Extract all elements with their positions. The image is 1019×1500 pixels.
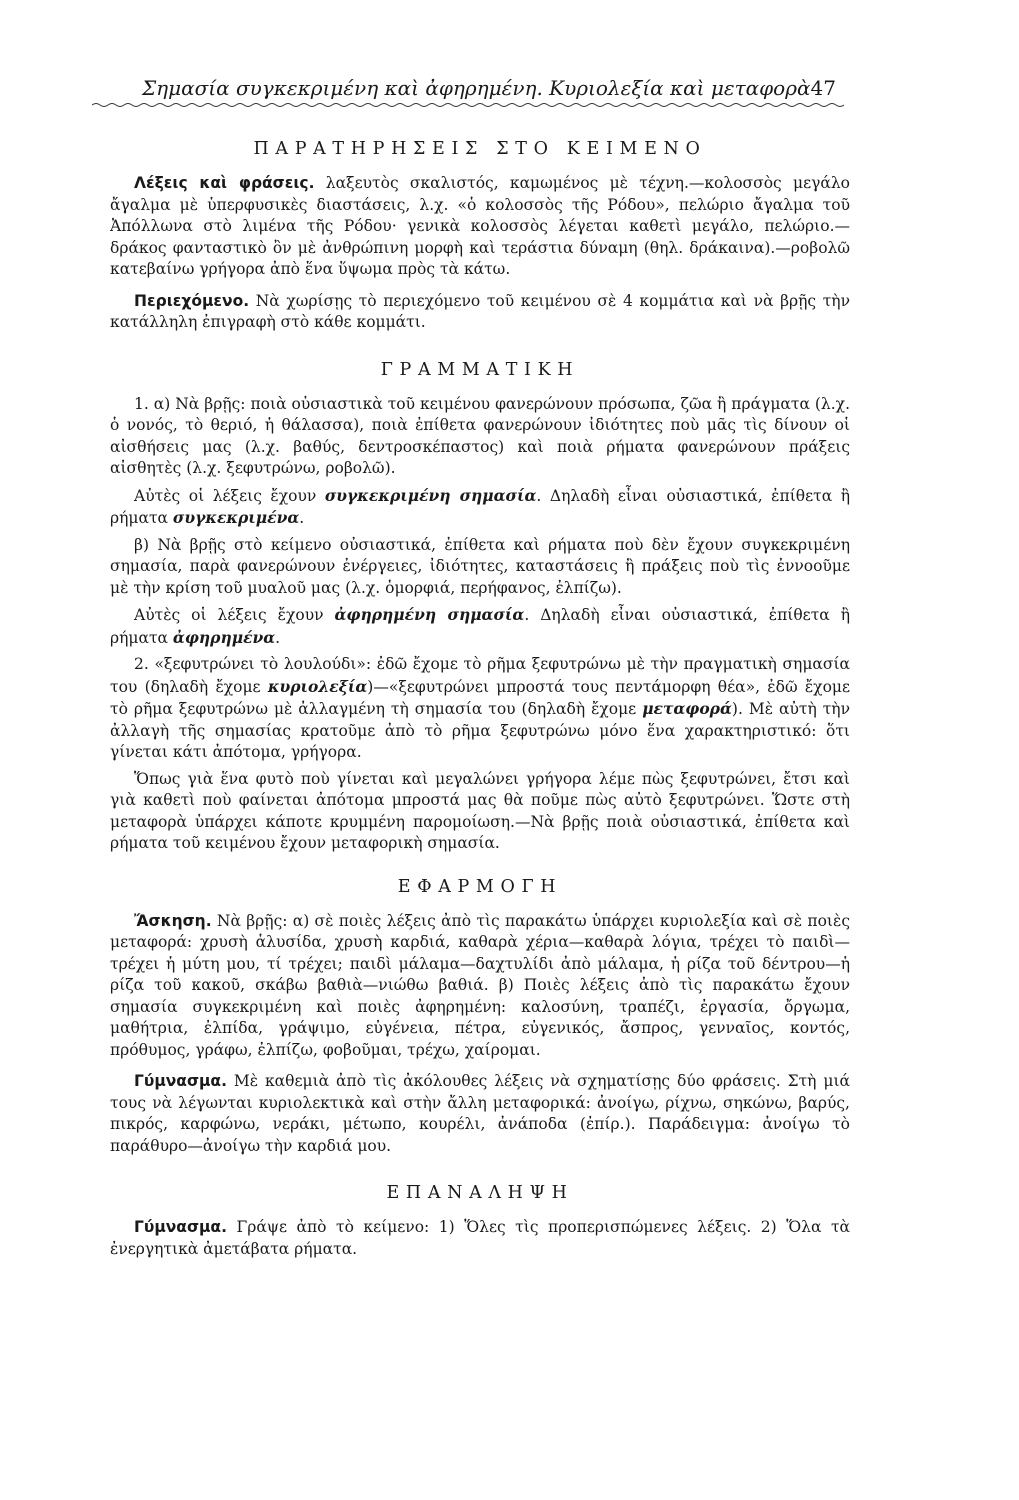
label-content: Περιεχόμενο. — [134, 291, 250, 310]
paragraph-drill: Γύμνασμα. Μὲ καθεμιὰ ἀπὸ τὶς ἀκόλουθες λέξεις νὰ σχηματίσῃς δύο φράσεις. Στὴ μιά τους νὰ λέγωνται κυριολεκτικὰ καὶ στὴν ἄλλη μεταφορικά: ἀνοίγω, ρίχνω, σηκώνω, βαρύς, πικρός, καρφώνω, νεράκι, μέτωπο, κουρέλι, ἀνάποδα (ἐπίρ.). Παράδειγμα: ἀνοίγω τὸ παράθυρο—ἀνοίγω τὴν καρδιά μου. — [110, 1072, 850, 1155]
section-heading-application: ΕΦΑΡΜΟΓΗ — [397, 876, 563, 897]
paragraph-grammar-1b: β) Νὰ βρῇς στὸ κείμενο οὐσιαστικά, ἐπίθετα καὶ ρήματα ποὺ δὲν ἔχουν συγκεκριμένη σημασία, παρὰ φανερώνουν ἐνέργειες, ἰδιότητες, καταστάσεις ἢ πράξεις ποὺ τὶς ἐννοοῦμε μὲ τὴν κρίση τοῦ μυαλοῦ μας (λ.χ. ὁμορφιά, περήφανος, ἐλπίζω). — [110, 535, 850, 597]
label-exercise: Ἄσκηση. — [134, 911, 212, 930]
label-drill: Γύμνασμα. — [134, 1072, 227, 1090]
paragraph-concrete-meaning: Αὐτὲς οἱ λέξεις ἔχουν συγκεκριμένη σημασία. Δηλαδὴ εἶναι οὐσιαστικά, ἐπίθετα ἢ ρήματα συγκεκριμένα. — [110, 485, 851, 527]
term-concrete-meaning: συγκεκριμένη σημασία — [324, 485, 537, 505]
paragraph-grammar-2-cont: Ὅπως γιὰ ἕνα φυτὸ ποὺ γίνεται καὶ μεγαλώνει γρήγορα λέμε πὼς ξεφυτρώνει, ἔτσι καὶ γιὰ καθετὶ ποὺ φαίνεται ἀπότομα μπροστά μας θὰ ποῦμε πὼς αὐτὸ ξεφυτρώνει. Ὥστε στὴ μεταφορὰ ὑπάρχει κάποτε κρυμμένη παρομοίωση.—Νὰ βρῇς ποιὰ οὐσιαστικά, ἐπίθετα καὶ ρήματα τοῦ κειμένου ἔχουν μεταφορικὴ σημασία. — [110, 769, 850, 852]
paragraph-grammar-2: 2. «ξεφυτρώνει τὸ λουλούδι»: ἐδῶ ἔχομε τὸ ρῆμα ξεφυτρώνω μὲ τὴν πραγματικὴ σημασία του (δηλαδὴ ἔχομε κυριολεξία)—«ξεφυτρώνει μπροστά τους πεντάμορφη θέα», ἐδῶ ἔχομε τὸ ρῆμα ξεφυτρώνω μὲ ἀλλαγμένη τὴ σημασία του (δηλαδὴ ἔχομε μεταφορά). Μὲ αὐτὴ τὴν ἀλλαγὴ τῆς σημασίας κρατοῦμε ἀπὸ τὸ ρῆμα ξεφυτρώνω μόνο ἕνα χαρακτηριστικό: ὅτι γίνεται κάτι ἀπότομα, γρήγορα. — [110, 655, 851, 761]
paragraph-words-phrases: Λέξεις καὶ φράσεις. λαξευτὸς σκαλιστός, καμωμένος μὲ τέχνη.—κολοσσὸς μεγάλο ἄγαλμα μὲ ὑπερφυσικὲς διαστάσεις, λ.χ. «ὁ κολοσσὸς τῆς Ρόδου», πελώριο ἄγαλμα τοῦ Ἀπόλλωνα στὸ λιμένα τῆς Ρόδου· γενικὰ κολοσσὸς λέγεται καθετὶ μεγάλο, πελώριο.—δράκος φανταστικὸ ὂν μὲ ἀνθρώπινη μορφὴ καὶ τεράστια δύναμη (θηλ. δράκαινα).—ροβολῶ κατεβαίνω γρήγορα ἀπὸ ἕνα ὕψωμα πρὸς τὰ κάτω. — [110, 174, 850, 278]
paragraph-review-drill: Γύμνασμα. Γράψε ἀπὸ τὸ κείμενο: 1) Ὅλες τὶς προπερισπώμενες λέξεις. 2) Ὅλα τὰ ἐνεργητικὰ ἀμετάβατα ρήματα. — [110, 1218, 850, 1258]
term-literal: κυριολεξία — [267, 676, 368, 696]
paragraph-abstract-meaning: Αὐτὲς οἱ λέξεις ἔχουν ἀφηρημένη σημασία. Δηλαδὴ εἶναι οὐσιαστικά, ἐπίθετα ἢ ρήματα ἀφηρημένα. — [110, 605, 850, 647]
paragraph-exercise: Ἄσκηση. Νὰ βρῇς: α) σὲ ποιὲς λέξεις ἀπὸ τὶς παρακάτω ὑπάρχει κυριολεξία καὶ σὲ ποιὲς μεταφορά: χρυσὴ ἁλυσίδα, χρυσὴ καρδιά, καθαρὰ χέρια—καθαρὰ λόγια, τρέχει τὸ παιδὶ—τρέχει ἡ μύτη μου, τί τρέχει; παιδὶ μάλαμα—δαχτυλίδι ἀπὸ μάλαμα, ἡ ρίζα τοῦ δέντρου—ἡ ρίζα τοῦ κακοῦ, σκάβω βαθιὰ—νιώθω βαθιά. β) Ποιὲς λέξεις ἀπὸ τὶς παρακάτω ἔχουν σημασία συγκεκριμένη καὶ ποιὲς ἀφηρημένη: καλοσύνη, τραπέζι, ἐργασία, ὄργωμα, μαθήτρια, ἐλπίδα, γράψιμο, εὐγένεια, πέτρα, εὐγενικός, ἄσπρος, γενναῖος, κοντός, πρόθυμος, γράφω, ἐλπίζω, φοβοῦμαι, τρέχω, χαίρομαι. — [110, 911, 850, 1059]
term-metaphor: μεταφορά — [642, 699, 732, 718]
term-abstract: ἀφηρημένα — [172, 627, 276, 647]
paragraph-grammar-1a: 1. α) Νὰ βρῇς: ποιὰ οὐσιαστικὰ τοῦ κειμένου φανερώνουν πρόσωπα, ζῶα ἢ πράγματα (λ.χ. ὁ νονός, τὸ θεριό, ἡ θάλασσα), ποιὰ ἐπίθετα φανερώνουν ἰδιότητες ποὺ μᾶς τὶς δίνουν οἱ αἰσθήσεις μας (λ.χ. βαθύς, δεντροσκέπαστος) καὶ ποιὰ ρήματα φανερώνουν πράξεις αἰσθητὲς (λ.χ. ξεφυτρώνω, ροβολῶ). — [110, 394, 850, 477]
section-heading-review: ΕΠΑΝΑΛΗΨΗ — [386, 1183, 574, 1203]
section-heading-observations: ΠΑΡΑΤΗΡΗΣΕΙΣ ΣΤΟ ΚΕΙΜΕΝΟ — [253, 139, 707, 159]
term-concrete: συγκεκριμένα — [172, 508, 300, 527]
running-header — [92, 72, 844, 106]
label-review-drill: Γύμνασμα. — [134, 1218, 227, 1236]
header-wavy-rule — [92, 100, 844, 110]
section-heading-grammar: ΓΡΑΜΜΑΤΙΚΗ — [380, 359, 580, 380]
paragraph-content: Περιεχόμενο. Νὰ χωρίσῃς τὸ περιεχόμενο τοῦ κειμένου σὲ 4 κομμάτια καὶ νὰ βρῇς τὴν κατάλληλη ἐπιγραφὴ στὸ κάθε κομμάτι. — [110, 291, 850, 331]
label-words-phrases: Λέξεις καὶ φράσεις. — [134, 174, 315, 192]
page-number: 47 — [810, 76, 836, 100]
header-title: Σημασία συγκεκριμένη καὶ ἀφηρημένη. Κυριολεξία καὶ μεταφορὰ — [142, 76, 811, 100]
page-body — [110, 133, 850, 1265]
term-abstract-meaning: ἀφηρημένη σημασία — [334, 605, 525, 624]
